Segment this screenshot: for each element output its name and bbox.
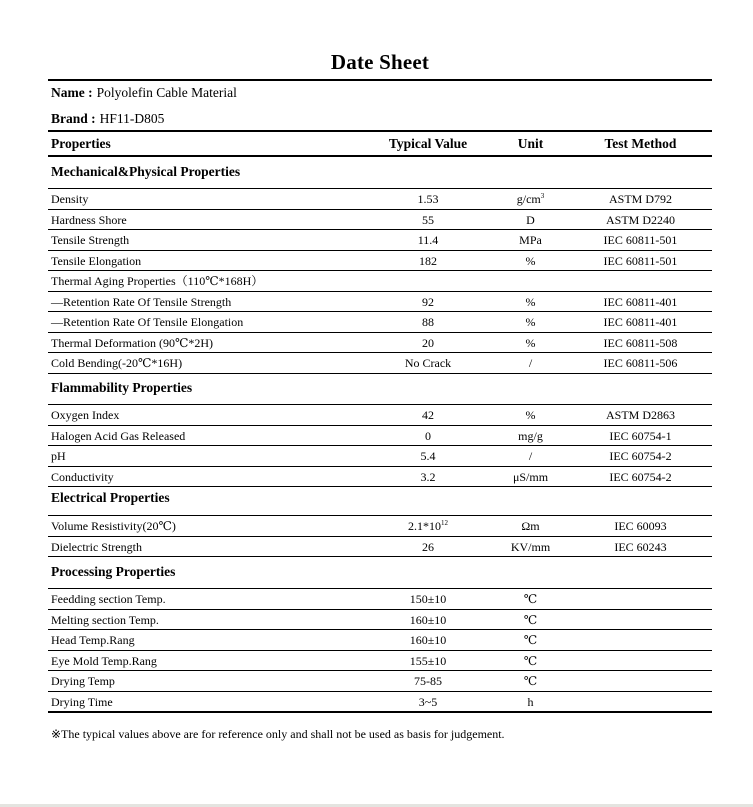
cell-property: Eye Mold Temp.Rang: [51, 653, 157, 668]
table-row: [48, 589, 712, 609]
cell-unit: [488, 692, 573, 712]
section-title: Mechanical&Physical Properties: [51, 164, 241, 179]
table-row: [48, 446, 712, 466]
cell-typical-value: [353, 446, 503, 466]
row-divider: [48, 373, 712, 374]
header-unit: Unit: [517, 136, 544, 151]
unit-text: ℃: [523, 612, 538, 627]
value-text: 3~5: [418, 694, 438, 709]
table-row: [48, 467, 712, 487]
cell-property: Feedding section Temp.: [51, 592, 166, 606]
cell-property: Volume Resistivity(20℃): [51, 519, 176, 533]
table-row: [48, 333, 712, 353]
table-row: [48, 537, 712, 557]
cell-property: —Retention Rate Of Tensile Strength: [51, 294, 232, 309]
cell-property: —Retention Rate Of Tensile Elongation: [51, 315, 244, 329]
divider: [48, 155, 712, 157]
cell-typical-value: [353, 292, 503, 312]
name-value: Polyolefin Cable Material: [96, 85, 237, 100]
value-text: 11.4: [417, 233, 439, 247]
cell-typical-value: [353, 630, 503, 650]
table-bottom-rule: [48, 711, 712, 713]
cell-unit: [488, 516, 573, 536]
cell-test-method: ASTM D2240: [605, 212, 675, 227]
cell-property: Melting section Temp.: [51, 612, 159, 627]
unit-text: %: [525, 315, 536, 329]
table-row: [48, 516, 712, 536]
cell-typical-value: [353, 537, 503, 557]
cell-unit: [488, 292, 573, 312]
table-row: [48, 426, 712, 446]
cell-property: Cold Bending(-20℃*16H): [51, 356, 183, 370]
table-row: [48, 671, 712, 691]
product-name: [51, 85, 237, 101]
cell-unit: [488, 405, 573, 425]
cell-unit: [488, 671, 573, 691]
unit-text: KV/mm: [510, 539, 551, 554]
table-row: [48, 692, 712, 712]
cell-unit: [488, 230, 573, 250]
cell-test-method: IEC 60754-1: [609, 428, 672, 443]
cell-typical-value: [353, 516, 503, 536]
unit-text: %: [525, 253, 536, 268]
cell-unit: [488, 651, 573, 671]
value-text: 92: [422, 294, 434, 309]
cell-typical-value: [353, 692, 503, 712]
unit-text: ℃: [523, 653, 538, 668]
row-divider: [48, 556, 712, 557]
table-row: [48, 230, 712, 250]
cell-unit: [488, 630, 573, 650]
unit-exponent: 3: [540, 192, 545, 200]
divider: [48, 79, 712, 81]
unit-text: ℃: [523, 633, 538, 647]
cell-property: Density: [51, 192, 89, 206]
cell-test-method: IEC 60811-508: [603, 335, 678, 350]
section-title: Flammability Properties: [51, 380, 193, 395]
unit-text: h: [527, 694, 534, 709]
value-text: 26: [422, 539, 434, 554]
brand-value: HF11-D805: [99, 111, 165, 126]
brand-label: Brand :: [51, 111, 96, 126]
cell-unit: [488, 353, 573, 373]
cell-typical-value: [353, 610, 503, 630]
cell-test-method: ASTM D792: [608, 192, 672, 206]
cell-typical-value: [353, 426, 503, 446]
row-divider: [48, 486, 712, 487]
section-title: Processing Properties: [51, 564, 176, 579]
value-text: 55: [422, 212, 434, 227]
cell-typical-value: [353, 251, 503, 271]
unit-text: ℃: [523, 674, 538, 688]
value-text: 150±10: [409, 592, 447, 606]
unit-text: D: [526, 212, 535, 227]
header-test-method: Test Method: [604, 136, 677, 151]
value-text: 75-85: [414, 674, 442, 688]
cell-test-method: IEC 60811-501: [603, 253, 678, 268]
table-row: [48, 271, 712, 291]
cell-unit: [488, 333, 573, 353]
cell-property: Thermal Aging Properties（110℃*168H）: [51, 274, 264, 288]
cell-unit: [488, 589, 573, 609]
value-exponent: 12: [441, 519, 448, 527]
unit-text: %: [525, 408, 536, 422]
cell-test-method: IEC 60811-401: [603, 294, 678, 309]
table-row: [48, 189, 712, 209]
cell-test-method: IEC 60754-2: [609, 469, 672, 484]
value-text: 0: [425, 428, 431, 443]
cell-property: Drying Time: [51, 694, 113, 709]
value-text: 155±10: [409, 653, 447, 668]
cell-property: Thermal Deformation (90℃*2H): [51, 335, 214, 350]
cell-typical-value: [353, 405, 503, 425]
cell-test-method: IEC 60243: [614, 539, 667, 554]
value-text: 1.53: [417, 192, 439, 206]
table-row: [48, 312, 712, 332]
value-text: 2.1*10: [408, 519, 441, 533]
section-title: Electrical Properties: [51, 490, 170, 505]
cell-typical-value: [353, 651, 503, 671]
cell-property: Drying Temp: [51, 674, 115, 688]
value-text: 88: [422, 315, 434, 329]
cell-property: Head Temp.Rang: [51, 633, 135, 647]
cell-property: Conductivity: [51, 469, 114, 484]
cell-unit: [488, 426, 573, 446]
cell-test-method: IEC 60811-506: [603, 356, 678, 370]
value-text: 42: [422, 408, 434, 422]
cell-property: Halogen Acid Gas Released: [51, 428, 186, 443]
cell-test-method: IEC 60811-501: [603, 233, 678, 247]
cell-property: Tensile Elongation: [51, 253, 142, 268]
cell-property: Dielectric Strength: [51, 539, 142, 554]
cell-test-method: ASTM D2863: [605, 408, 675, 422]
cell-unit: [488, 210, 573, 230]
cell-typical-value: [353, 189, 503, 209]
cell-unit: [488, 189, 573, 209]
unit-text: g/cm: [516, 192, 541, 206]
header-typical-value: Typical Value: [388, 136, 468, 151]
table-row: [48, 651, 712, 671]
value-text: 160±10: [409, 612, 447, 627]
header-properties: Properties: [51, 136, 111, 151]
table-row: [48, 251, 712, 271]
unit-text: Ωm: [521, 519, 540, 533]
table-row: [48, 630, 712, 650]
cell-typical-value: [353, 230, 503, 250]
cell-property: pH: [51, 449, 66, 463]
unit-text: %: [525, 294, 536, 309]
value-text: No Crack: [404, 356, 452, 370]
cell-unit: [488, 537, 573, 557]
cell-test-method: IEC 60811-401: [603, 315, 678, 329]
cell-typical-value: [353, 333, 503, 353]
cell-typical-value: [353, 467, 503, 487]
name-label: Name :: [51, 85, 93, 100]
divider: [48, 130, 712, 132]
table-row: [48, 210, 712, 230]
cell-typical-value: [353, 210, 503, 230]
cell-typical-value: [353, 671, 503, 691]
cell-unit: [488, 312, 573, 332]
unit-text: /: [528, 449, 533, 463]
cell-unit: [488, 467, 573, 487]
unit-text: %: [525, 335, 536, 350]
value-text: 3.2: [420, 469, 436, 484]
cell-typical-value: [353, 312, 503, 332]
unit-text: /: [528, 356, 533, 370]
cell-property: Oxygen Index: [51, 408, 120, 422]
cell-test-method: IEC 60093: [614, 519, 667, 533]
cell-test-method: IEC 60754-2: [609, 449, 672, 463]
unit-text: MPa: [519, 233, 542, 247]
table-row: [48, 292, 712, 312]
cell-typical-value: [353, 589, 503, 609]
value-text: 160±10: [409, 633, 447, 647]
unit-text: μS/mm: [512, 469, 549, 484]
value-text: 20: [422, 335, 434, 350]
table-row: [48, 353, 712, 373]
value-text: 182: [419, 253, 437, 268]
table-row: [48, 405, 712, 425]
document-title: Date Sheet: [330, 50, 430, 74]
unit-text: mg/g: [518, 428, 543, 443]
unit-text: ℃: [523, 592, 538, 606]
table-row: [48, 610, 712, 630]
cell-unit: [488, 446, 573, 466]
cell-property: Tensile Strength: [51, 233, 130, 247]
cell-unit: [488, 251, 573, 271]
cell-typical-value: [353, 353, 503, 373]
cell-property: Hardness Shore: [51, 212, 127, 227]
value-text: 5.4: [420, 449, 436, 463]
footnote: ※The typical values above are for reference only and shall not be used as basis for judgement.: [51, 727, 505, 741]
product-brand: [51, 111, 164, 127]
cell-unit: [488, 610, 573, 630]
